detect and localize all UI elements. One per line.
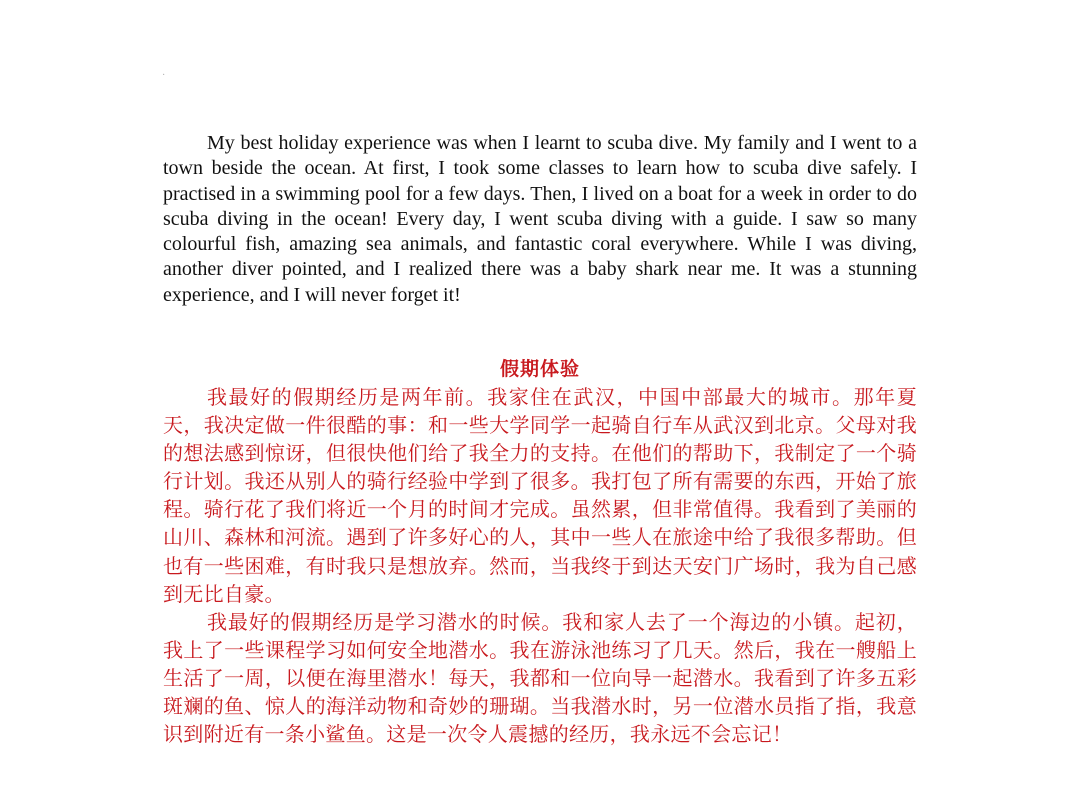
chinese-paragraph-2: 我最好的假期经历是学习潜水的时候。我和家人去了一个海边的小镇。起初，我上了一些课程学习如何安全地潜水。我在游泳池练习了几天。然后，我在一艘船上生活了一周，以便在海里潜水！每天，我都和一位向导一起潜水。我看到了许多五彩斑斓的鱼、惊人的海洋动物和奇妙的珊瑚。当我潜水时，另一位潜水员指了指，我意识到附近有一条小鲨鱼。这是一次令人震撼的经历，我永远不会忘记！ [163,609,917,747]
chinese-section [163,355,917,748]
chinese-paragraph-1: 我最好的假期经历是两年前。我家住在武汉，中国中部最大的城市。那年夏天，我决定做一件很酷的事：和一些大学同学一起骑自行车从武汉到北京。父母对我的想法感到惊讶，但很快他们给了我全力的支持。在他们的帮助下，我制定了一个骑行计划。我还从别人的骑行经验中学到了很多。我打包了所有需要的东西，开始了旅程。骑行花了我们将近一个月的时间才完成。虽然累，但非常值得。我看到了美丽的山川、森林和河流。遇到了许多好心的人，其中一些人在旅途中给了我很多帮助。但也有一些困难，有时我只是想放弃。然而，当我终于到达天安门广场时，我为自己感到无比自豪。 [163,385,917,606]
chinese-title: 假期体验 [499,358,580,380]
english-paragraph: My best holiday experience was when I learnt to scuba dive. My family and I went to a town beside the ocean. At first, I took some classes to learn how to scuba dive safely. I practised in a swimming pool for a few days. Then, I lived on a boat for a week in order to do scuba diving in the ocean! Every day, I went scuba diving with a guide. I saw so many colourful fish, amazing sea animals, and fantastic coral everywhere. While I was diving, another diver pointed, and I realized there was a baby shark near me. It was a stunning experience, and I will never forget it! [163,132,917,306]
stray-dot-mark: · [162,70,166,81]
